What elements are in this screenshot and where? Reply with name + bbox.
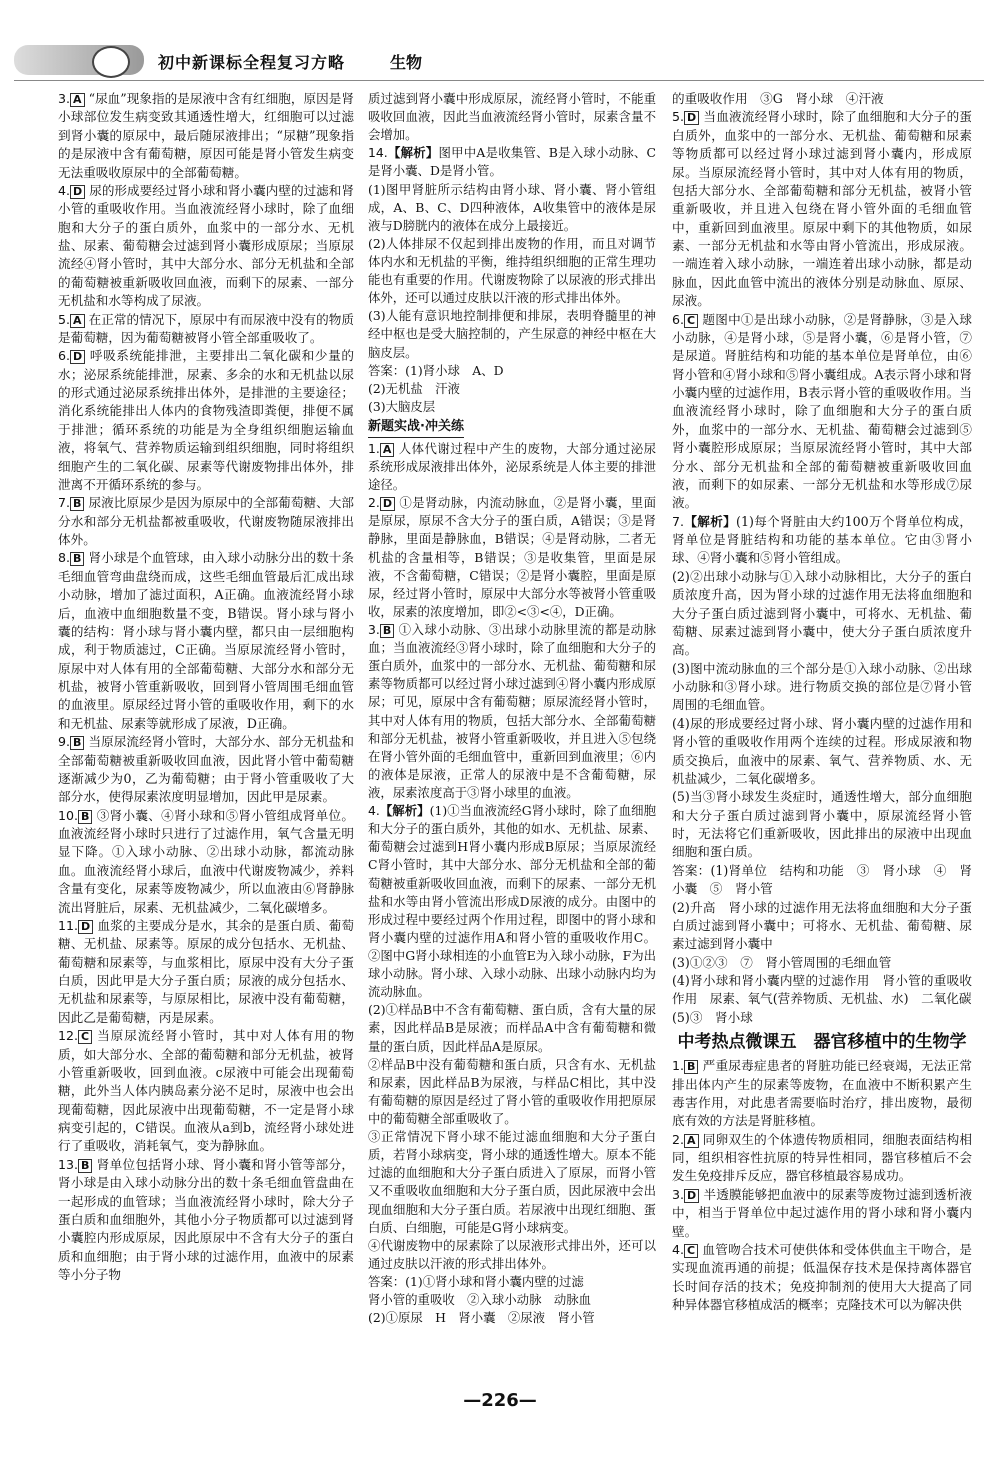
answer-item xyxy=(58,1027,354,1156)
explanation-text: 当原尿流经肾小管时，其中对人体有用的物质，如大部分水、全部的葡萄糖和部分无机盐，被肾小管重新吸收，回到血液。c尿液中可能会出现葡萄糖，此外当人体内胰岛素分泌不足时，尿液中也会出现葡萄糖，因此尿液中出现葡萄糖，不一定是肾小球病变引起的，C错误。血液从a到b，流经肾小球处进行了重吸收，消耗氧气，变为静脉血。 xyxy=(58,1028,354,1154)
answer-item xyxy=(58,807,354,917)
answer-choice: D xyxy=(70,185,85,199)
practice-4-key: 答案：(1)①肾小球和肾小囊内壁的过滤 肾小管的重吸收 ②入球小动脉 动脉血 (2)①原尿 H 肾小囊 ②尿液 肾小管 xyxy=(368,1273,595,1326)
column-left xyxy=(58,90,354,1284)
hot-topic-4: 4. C 血管吻合技术可使供体和受体供血主干吻合，是实现血流再通的前提；低温保存技术是保持离体器官长时间存活的技术；免疫抑制剂的使用大大提高了同种异体器官移植成活的概率；克隆技术可以为解决供 xyxy=(672,1241,972,1313)
practice-4: 4.【解析】(1)①当血液流经G肾小球时，除了血细胞和大分子的蛋白质外，其他的如水、无机盐、尿素、葡萄糖会过滤到H肾小囊内形成B原尿；当原尿流经C肾小管时，其中大部分水、部分无机盐和全部的葡萄糖被重新吸收回血液，而剩下的尿素、一部分无机盐和水等由肾小管流出形成D尿液的成分。由图中的形成过程中要经过两个作用过程，即图中的肾小球和肾小囊内壁的过滤作用A和肾小管的重吸收作用C。②图中G肾小球相连的小血管E为入球小动脉，F为出球小动脉。肾小球、入球小动脉、出球小动脉内均为流动脉血。 xyxy=(368,803,657,1000)
practice-7-part3: (3)图中流动脉血的三个部分是①入球小动脉、②出球小动脉和③肾小球。进行物质交换的部位是⑦肾小管周围的毛细血管。 xyxy=(672,660,972,713)
practice-1: 1. A 人体代谢过程中产生的废物，大部分通过泌尿系统形成尿液排出体外，泌尿系统是人体主要的排泄途径。 xyxy=(368,440,656,493)
item-number: 10. xyxy=(58,807,79,823)
header-logo-icon xyxy=(92,46,130,78)
answer-choice: B xyxy=(70,552,84,566)
explanation-text: ③肾小囊、④肾小球和⑤肾小管组成肾单位。血液流经肾小球时只进行了过滤作用，氧气含量无明显下降。①入球小动脉、②出球小动脉，都流动脉血。血液流经肾小球后，血液中代谢废物减少，养料含量有变化，尿素等废物减少，所以血液由⑥肾静脉流出肾脏后，尿素、无机盐减少，二氧化碳增多。 xyxy=(58,807,354,915)
answer-14-part1: (1)图甲肾脏所示结构由肾小球、肾小囊、肾小管组成，A、B、C、D四种液体，A收集管中的液体是尿液与D膀胱内的液体在成分上最接近。 xyxy=(368,181,656,233)
answer-14-part3: (3)人能有意识地控制排便和排尿，表明脊髓里的神经中枢也是受大脑控制的，产生尿意的神经中枢在大脑皮层。 xyxy=(368,308,656,360)
practice-5: 5. D 当血液流经肾小球时，除了血细胞和大分子的蛋白质外，血浆中的一部分水、无机盐、葡萄糖和尿素等物质都可以经过肾小球过滤到肾小囊内，形成原尿。当原尿流经肾小管时，其中对人体有用的物质，包括大部分水、全部葡萄糖和部分无机盐，被肾小管重新吸收，并且进入包绕在肾小管外面的毛细血管中，重新回到血液里。原尿中剩下的其他物质，如尿素、一部分无机盐和水等由肾小管流出，形成尿液。一端连着入球小动脉，一端连着出球小动脉，都是动脉血，因此血管中流出的液体分别是动脉血、原尿、尿液。 xyxy=(672,109,972,309)
answer-choice: B xyxy=(78,810,92,824)
explanation-text: 尿的形成要经过肾小球和肾小囊内壁的过滤和肾小管的重吸收作用。当血液流经肾小球时，除了血细胞和大分子的蛋白质外，血浆中的一部分水、无机盐、尿素、葡萄糖会过滤到肾小囊形成原尿；当原尿流经④肾小管时，其中大部分水、部分无机盐和全部的葡萄糖被重新吸收回血液，而剩下的尿素、一部分无机盐和水等构成了尿液。 xyxy=(58,182,354,309)
hot-topic-2: 2. A 同卵双生的个体遗传物质相同，细胞表面结构相同，组织相容性抗原的特异性相同，器官移植后不会发生免疫排斥反应，器官移植最容易成功。 xyxy=(672,1131,972,1184)
item-number: 4. xyxy=(58,182,71,198)
answer-choice: A xyxy=(70,314,85,328)
practice-4-part2: (2)①样品B中不含有葡萄糖、蛋白质，含有大量的尿素，因此样品B是尿液；而样品A中含有葡萄糖和微量的蛋白质，因此样品A是原尿。 xyxy=(368,1002,656,1054)
answer-item xyxy=(58,494,354,549)
explanation-text: 尿液比原尿少是因为原尿中的全部葡萄糖、大部分水和部分无机盐都被重吸收，代谢废物随尿液排出体外。 xyxy=(58,495,354,547)
practice-2: 2. D ①是肾动脉，内流动脉血，②是肾小囊，里面是原尿，原尿不含大分子的蛋白质，A错误；③是肾静脉，里面是静脉血，B错误；④是肾动脉，二者无机盐的含量相等，B错误；③是收集管，里面是尿液，不含葡萄糖，C错误；②是肾小囊腔，里面是原尿，经过肾小管时，原尿中大部分水等被肾小管重吸收，尿素的浓度增加，即②<③<④，D正确。 xyxy=(368,495,656,619)
practice-4-part4: ③正常情况下肾小球不能过滤血细胞和大分子蛋白质，若肾小球病变，肾小球的通透性增大。原本不能过滤的血细胞和大分子蛋白质进入了原尿，而肾小管又不重吸收血细胞和大分子蛋白质，因此尿液中会出现血细胞和大分子蛋白质。若尿液中出现红细胞、蛋白质、白细胞，可能是G肾小球病变。 xyxy=(368,1129,656,1235)
item-number: 11. xyxy=(58,917,79,933)
answer-item xyxy=(58,311,354,348)
header-divider xyxy=(14,80,984,81)
answer-item xyxy=(58,917,354,1027)
answer-item xyxy=(58,1156,354,1285)
item-number: 9. xyxy=(58,734,71,750)
explanation-text: 呼吸系统能排泄，主要排出二氧化碳和少量的水；泌尿系统能排泄，尿素、多余的水和无机盐以尿的形式通过泌尿系统排出体外，是排泄的主要途径；消化系统能排出人体内的食物残渣即粪便，排便不属于排泄；循环系统的功能是为全身组织细胞运输血液，将氧气、营养物质运输到组织细胞，同时将组织细胞产生的二氧化碳、尿素等代谢废物排出体外，排泄离不开循环系统的参与。 xyxy=(58,348,354,492)
answer-item xyxy=(58,182,354,311)
practice-4-part3: ②样品B中没有葡萄糖和蛋白质，只含有水、无机盐和尿素，因此样品B为尿液，与样品C相比，其中没有葡萄糖的原因是经过了肾小管的重吸收作用把原尿中的葡萄糖全部重吸收了。 xyxy=(368,1056,656,1126)
answer-14-key: 答案：(1)肾小球 A、D (2)无机盐 汗液 (3)大脑皮层 xyxy=(368,362,504,414)
answer-choice: D xyxy=(78,920,93,934)
page-header xyxy=(0,0,1000,90)
practice-7-part5: (5)当③肾小球发生炎症时，通透性增大，部分血细胞和大分子蛋白质过滤到肾小囊中，原尿流经肾小管时，无法将它们重新吸收，因此排出的尿液中出现血细胞和蛋白质。 xyxy=(672,789,972,860)
item-number: 8. xyxy=(58,550,71,566)
practice-7-key: 答案：(1)肾单位 结构和功能 ③ 肾小球 ④ 肾小囊 ⑤ 肾小管 (2)升高 肾小球的过滤作用无法将血细胞和大分子蛋白质过滤到肾小囊中；可将水、无机盐、葡萄糖、尿素过滤到肾小囊中 (3)①②③ ⑦ 肾小管周围的毛细血管 (4)肾小球和肾小囊内壁的过滤作用 肾小管的重吸收作用 尿素、氧气(营养物质、无机盐、水) 二氧化碳 (5)③ 肾小球 xyxy=(672,862,972,1025)
explanation-text: 肾小球是个血管球，由入球小动脉分出的数十条毛细血管弯曲盘绕而成，这些毛细血管最后汇成出球小动脉，增加了滤过面积，A正确。血液流经肾小球后，血液中血细胞数量不变，B错误。肾小球与肾小囊的结构：肾小球与肾小囊内壁，都只由一层细胞构成，利于物质滤过，C正确。当原尿流经肾小管时，原尿中对人体有用的全部葡萄糖、大部分水和部分无机盐，被肾小管重新吸收，回到肾小管周围毛细血管的血液里。原尿经过肾小管的重吸收作用，剩下的水和无机盐、尿素等就形成了尿液，D正确。 xyxy=(58,550,354,731)
explanation-text: 血浆的主要成分是水，其余的是蛋白质、葡萄糖、无机盐、尿素等。原尿的成分包括水、无机盐、葡萄糖和尿素等，与血浆相比，原尿中没有大分子蛋白质，因此甲是大分子蛋白质；尿液的成分包括水、无机盐和尿素等，与原尿相比，尿液中没有葡萄糖，因此乙是葡萄糖，丙是尿素。 xyxy=(58,917,355,1025)
page-number: —226— xyxy=(463,1390,537,1411)
hot-topic-3: 3. D 半透膜能够把血液中的尿素等废物过滤到透析液中，相当于肾单位中起过滤作用的肾小球和肾小囊内壁。 xyxy=(672,1186,972,1239)
answer-choice: B xyxy=(70,736,84,750)
answer-continuation: 质过滤到肾小囊中形成原尿，流经肾小管时，不能重吸收回血液，因此当血液流经肾小管时，尿素含量不会增加。 xyxy=(368,91,656,143)
answer-item xyxy=(58,549,354,733)
item-number: 5. xyxy=(58,311,71,327)
answer-item xyxy=(58,733,354,807)
explanation-text: “尿血”现象指的是尿液中含有红细胞，原因是肾小球部位发生病变致其通透性增大，红细胞可以过滤到肾小囊的原尿中，最后随尿液排出；“尿糖”现象指的是尿液中含有葡萄糖，原因可能是肾小管发生病变无法重吸收原尿中的全部葡萄糖。 xyxy=(58,91,354,180)
answer-choice: B xyxy=(78,1159,92,1173)
item-number: 6. xyxy=(58,348,71,364)
practice-4-part5: ④代谢废物中的尿素除了以尿液形式排出外，还可以通过皮肤以汗液的形式排出体外。 xyxy=(368,1237,656,1271)
hot-topic-1: 1. B 严重尿毒症患者的肾脏功能已经衰竭，无法正常排出体内产生的尿素等废物，在血液中不断积累产生毒害作用，对此患者需要临时治疗，排出废物，最彻底有效的方法是肾脏移植。 xyxy=(672,1058,972,1129)
column-right xyxy=(672,90,972,1314)
item-number: 13. xyxy=(58,1156,79,1172)
book-title: 初中新课标全程复习方略 xyxy=(158,53,346,72)
answer-14-part2: (2)人体排尿不仅起到排出废物的作用，而且对调节体内水和无机盐的平衡，维持组织细胞的正常生理功能也有重要的作用。代谢废物除了以尿液的形式排出体外，还可以通过皮肤以汗液的形式排出体外。 xyxy=(368,235,656,306)
answer-choice: C xyxy=(78,1030,92,1044)
item-number: 12. xyxy=(58,1028,79,1044)
item-number: 3. xyxy=(58,91,71,106)
practice-3: 3. B ①入球小动脉、③出球小动脉里流的都是动脉血；当血液流经③肾小球时，除了血细胞和大分子的蛋白质外，血浆中的一部分水、无机盐、葡萄糖和尿素等物质都可以经过肾小球过滤到④肾小囊内形成原尿；可见，原尿中含有葡萄糖；原尿流经肾小管时，其中对人体有用的物质，包括大部分水、全部葡萄糖和部分无机盐，被肾小管重新吸收，并且进入⑤包绕在肾小管外面的毛细血管中，重新回到血液里；⑥内的液体是尿液，正常人的尿液中是不含葡萄糖，尿液，尿素浓度高于③肾小球里的血液。 xyxy=(368,622,656,801)
answer-item xyxy=(58,347,354,494)
subject-label: 生物 xyxy=(390,53,423,72)
answer-14: 14.【解析】图甲中A是收集管、B是入球小动脉、C是肾小囊、D是肾小管。 xyxy=(368,145,656,179)
answer-choice: B xyxy=(70,497,84,511)
explanation-text: 肾单位包括肾小球、肾小囊和肾小管等部分，肾小球是由入球小动脉分出的数十条毛细血管盘曲在一起形成的血管球；当血液流经肾小球时，除大分子蛋白质和血细胞外，其他小分子物质都可以过滤到肾小囊腔内形成原尿，因此原尿中不含有大分子的蛋白质和血细胞；由于肾小球的过滤作用，血液中的尿素等小分子物 xyxy=(58,1156,354,1282)
column-middle xyxy=(368,90,656,1327)
answer-continuation: 的重吸收作用 ③G 肾小球 ④汗液 xyxy=(672,91,884,106)
explanation-text: 在正常的情况下，原尿中有而尿液中没有的物质是葡萄糖，因为葡萄糖被肾小管全部重吸收了。 xyxy=(58,311,355,345)
answer-choice: D xyxy=(70,350,85,364)
answer-item xyxy=(58,90,354,182)
section-heading: 新题实战·冲关练 xyxy=(368,418,464,438)
hot-topic-title: 中考热点微课五 器官移植中的生物学 xyxy=(677,1032,967,1053)
practice-7-part2: (2)②出球小动脉与①入球小动脉相比，大分子的蛋白质浓度升高，因为肾小球的过滤作用无法将血细胞和大分子蛋白质过滤到肾小囊中，可将水、无机盐、葡萄糖、尿素过滤到肾小囊中，使大分子蛋白质浓度升高。 xyxy=(672,568,972,658)
explanation-text: 当原尿流经肾小管时，大部分水、部分无机盐和全部葡萄糖被重新吸收回血液，因此肾小管中葡萄糖逐渐减少为0，乙为葡萄糖；由于肾小管重吸收了大部分水，使得尿素浓度明显增加，因此甲是尿素。 xyxy=(58,734,354,805)
practice-7: 7.【解析】(1)每个肾脏由大约100万个肾单位构成，肾单位是肾脏结构和功能的基本单位。它由③肾小球、④肾小囊和⑤肾小管组成。 xyxy=(672,513,972,566)
practice-6: 6. C 题图中①是出球小动脉，②是肾静脉，③是入球小动脉，④是肾小球，⑤是肾小囊，⑥是肾小管，⑦是尿道。肾脏结构和功能的基本单位是肾单位，由⑥肾小管和④肾小球和⑤肾小囊组成。A表示肾小球和肾小囊内壁的过滤作用，B表示肾小管的重吸收作用。当血液流经肾小球时，除了血细胞和大分子的蛋白质外，血浆中的一部分水、无机盐、葡萄糖会过滤到⑤肾小囊腔形成原尿；当原尿流经肾小管时，其中大部分水、部分无机盐和全部的葡萄糖被重新吸收回血液，而剩下的如尿素、一部分无机盐和水等形成⑦尿液。 xyxy=(672,311,972,511)
practice-7-part4: (4)尿的形成要经过肾小球、肾小囊内壁的过滤作用和肾小管的重吸收作用两个连续的过程。形成尿液和物质交换后，血液中的尿素、氧气、营养物质、水、无机盐减少，二氧化碳增多。 xyxy=(672,715,972,786)
item-number: 7. xyxy=(58,495,71,511)
answer-choice: A xyxy=(70,93,85,107)
